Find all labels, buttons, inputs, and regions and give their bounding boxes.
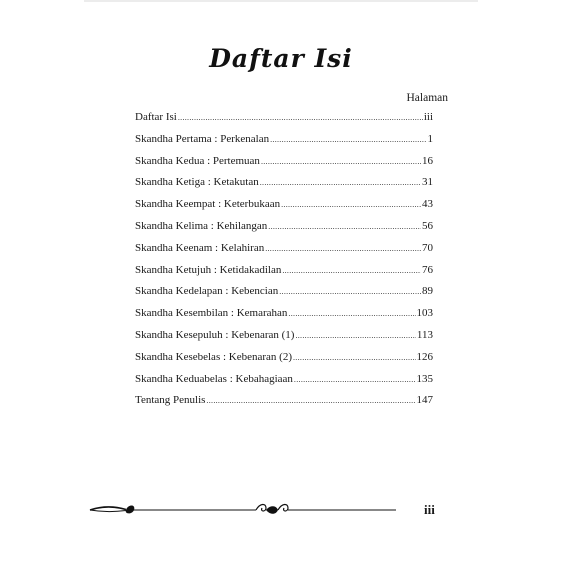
toc-entry-label: Daftar Isi <box>135 111 177 123</box>
toc-list <box>135 110 433 415</box>
dot-leader <box>178 111 423 125</box>
footer-page-number: iii <box>424 502 435 517</box>
toc-entry-page: 76 <box>422 263 433 276</box>
toc-entry-label: Skandha Ketujuh : Ketidakadilan <box>135 263 282 276</box>
toc-entry-page: 126 <box>416 350 433 363</box>
column-header-halaman: Halaman <box>406 92 448 104</box>
toc-entry <box>135 132 433 154</box>
toc-entry <box>135 154 433 176</box>
dot-leader <box>294 373 416 387</box>
toc-entry <box>135 393 433 415</box>
dot-leader <box>261 155 421 169</box>
page-title: Daftar Isi <box>209 44 353 73</box>
toc-entry-page: 135 <box>416 372 433 385</box>
toc-entry-label: Skandha Kelima : Kehilangan <box>135 219 268 232</box>
toc-entry <box>135 219 433 241</box>
toc-entry <box>135 350 433 372</box>
toc-entry-page: 43 <box>422 198 433 211</box>
toc-entry <box>135 284 433 306</box>
toc-entry-label: Skandha Keempat : Keterbukaan <box>135 198 281 211</box>
toc-entry <box>135 372 433 394</box>
toc-entry-page: 147 <box>416 394 433 407</box>
toc-entry-page: 16 <box>422 154 433 167</box>
dot-leader <box>282 264 421 278</box>
toc-entry <box>135 306 433 328</box>
toc-entry <box>135 110 433 132</box>
toc-entry-label: Tentang Penulis <box>135 394 206 407</box>
toc-entry <box>135 263 433 285</box>
toc-entry-page: 56 <box>422 219 433 232</box>
toc-entry-page: 113 <box>416 328 433 341</box>
dot-leader <box>260 176 421 190</box>
toc-entry <box>135 197 433 219</box>
dot-leader <box>288 307 415 321</box>
toc-entry-label: Skandha Kedua : Pertemuan <box>135 154 260 167</box>
toc-entry <box>135 328 433 350</box>
dot-leader <box>270 133 426 147</box>
flourish-divider-icon <box>88 499 400 521</box>
toc-entry-label: Skandha Kesepuluh : Kebenaran (1) <box>135 328 295 341</box>
toc-entry <box>135 241 433 263</box>
toc-entry-label: Skandha Kedelapan : Kebencian <box>135 285 279 298</box>
toc-entry-page: 1 <box>427 132 433 145</box>
toc-entry-page: iii <box>423 111 433 123</box>
toc-entry <box>135 175 433 197</box>
dot-leader <box>265 242 421 256</box>
dot-leader <box>206 394 415 408</box>
page-top-edge <box>84 0 478 2</box>
toc-entry-label: Skandha Pertama : Perkenalan <box>135 132 270 145</box>
dot-leader <box>281 198 421 212</box>
toc-entry-page: 103 <box>416 307 433 320</box>
toc-entry-label: Skandha Kesebelas : Kebenaran (2) <box>135 350 292 363</box>
dot-leader <box>268 220 421 234</box>
dot-leader <box>295 329 415 343</box>
toc-entry-page: 70 <box>422 241 433 254</box>
toc-entry-label: Skandha Keduabelas : Kebahagiaan <box>135 372 293 385</box>
toc-entry-page: 31 <box>422 176 433 189</box>
dot-leader <box>293 351 416 365</box>
toc-entry-label: Skandha Keenam : Kelahiran <box>135 241 265 254</box>
toc-entry-label: Skandha Kesembilan : Kemarahan <box>135 307 288 320</box>
toc-entry-label: Skandha Ketiga : Ketakutan <box>135 176 259 189</box>
toc-entry-page: 89 <box>422 285 433 298</box>
dot-leader <box>279 285 421 299</box>
